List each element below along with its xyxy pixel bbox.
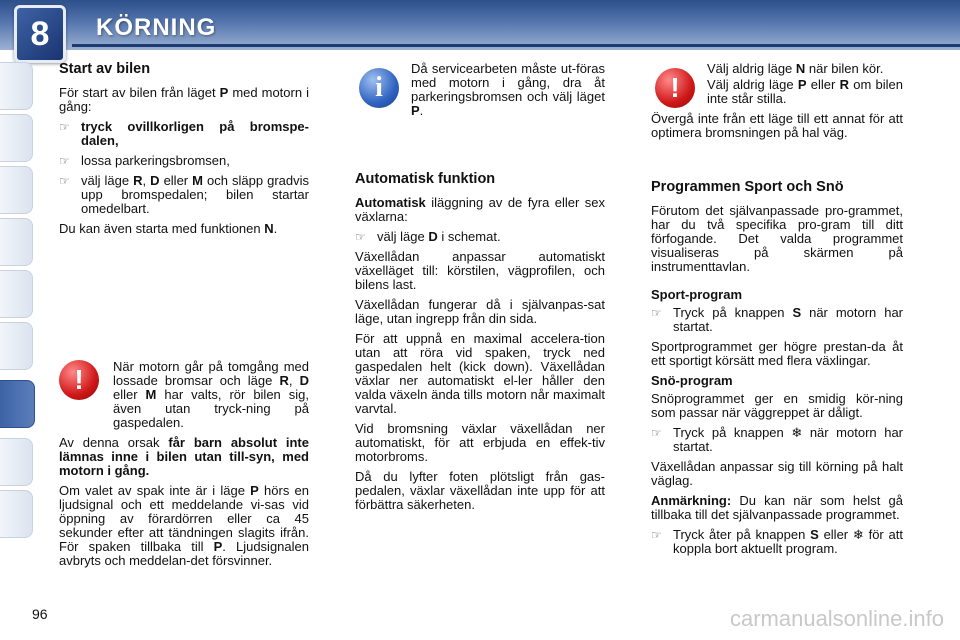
side-tab[interactable]: [0, 62, 33, 110]
pointing-hand-icon: ☞: [59, 120, 70, 134]
warning-text: Övergå inte från ett läge till ett annat för att optimera bromsningen på hal väg.: [651, 111, 903, 140]
note: Anmärkning: Du kan när som helst gå tillbaka till det självanpassade programmet.: [651, 493, 903, 522]
list-item: ☞ Tryck åter på knappen S eller ❄ för att koppla bort aktuellt program.: [651, 527, 903, 556]
section-heading-start: Start av bilen: [59, 61, 151, 77]
paragraph: Då du lyfter foten plötsligt från gas-pedalen, växlar växellådan inte upp för att förbättra säkerheten.: [355, 469, 605, 512]
sport-heading: Sport-program: [651, 287, 742, 302]
info-text: Då servicearbeten måste ut-föras med motorn i gång, dra åt parkeringsbromsen och välj läget P.: [411, 61, 605, 118]
info-icon: i: [359, 68, 399, 108]
side-tab-active[interactable]: [0, 380, 35, 428]
pointing-hand-icon: ☞: [59, 154, 70, 168]
snowflake-icon: ❄: [791, 425, 803, 440]
warning-text-3: Om valet av spak inte är i läge P hörs en ljudsignal och ett meddelande vi-sas vid öppning av förardörren eller ca 45 sekunder efter att tändningen slagits ifrån. För spaken tillbaka till P. Ljudsignalen avbryts och meddelan-det försvinner.: [59, 483, 309, 568]
side-tab[interactable]: [0, 438, 33, 486]
watermark: carmanualsonline.info: [729, 606, 944, 631]
side-tab[interactable]: [0, 114, 33, 162]
list-item: ☞ välj läge D i schemat.: [355, 229, 501, 244]
warning-text: När motorn går på tomgång med lossade bromsar och läge R, D eller M har valts, rör bilen sig, även utan tryck-ning på gaspedalen.: [113, 359, 309, 430]
column-start: [59, 62, 309, 574]
exclamation-icon: !: [59, 360, 99, 400]
warning-text-2: Av denna orsak får barn absolut inte lämnas inne i bilen utan till-syn, med motorn i gång.: [59, 435, 309, 478]
side-tab[interactable]: [0, 218, 33, 266]
chapter-title: KÖRNING: [96, 14, 217, 41]
pointing-hand-icon: ☞: [651, 306, 662, 320]
side-tab[interactable]: [0, 490, 33, 538]
paragraph: Sportprogrammet ger högre prestan-da åt ett sportigt körsätt med flera växlingar.: [651, 339, 903, 368]
pointing-hand-icon: ☞: [59, 174, 70, 188]
start-intro: För start av bilen från läget P med motorn i gång:: [59, 85, 309, 114]
programs-intro: Förutom det självanpassade pro-grammet, har du två specifika pro-gram till ditt förfogande. Det valda programmet visualiseras på skärmen på instrumenttavlan.: [651, 203, 903, 274]
exclamation-icon: !: [655, 68, 695, 108]
pointing-hand-icon: ☞: [651, 426, 662, 440]
start-also: Du kan även starta med funktionen N.: [59, 221, 278, 236]
list-item: ☞ Tryck på knappen S när motorn har startat.: [651, 305, 904, 334]
paragraph: Snöprogrammet ger en smidig kör-ning som passar när väggreppet är dåligt.: [651, 391, 903, 420]
pointing-hand-icon: ☞: [355, 230, 366, 244]
list-item: ☞ välj läge R, D eller M och släpp gradvis upp bromspedalen; bilen startar omedelbart.: [59, 173, 309, 216]
side-tab[interactable]: [0, 322, 33, 370]
section-heading-automatic: Automatisk funktion: [355, 171, 496, 187]
warning-text: Välj aldrig läge N när bilen kör.: [707, 61, 884, 76]
pointing-hand-icon: ☞: [651, 528, 662, 542]
warning-notice: [59, 360, 309, 430]
section-heading-programs: Programmen Sport och Snö: [651, 179, 844, 195]
automatic-intro: Automatisk iläggning av de fyra eller sex växlarna:: [355, 195, 605, 224]
paragraph: Växellådan anpassar automatiskt växelläget till: körstilen, vägprofilen, och bilens last.: [355, 249, 605, 292]
list-item: ☞ lossa parkeringsbromsen,: [59, 153, 230, 168]
paragraph: Vid bromsning växlar växellådan ner automatiskt, för att erbjuda en effek-tiv motorbroms.: [355, 421, 605, 464]
paragraph: Växellådan fungerar då i självanpas-sat läge, utan ingrepp från din sida.: [355, 297, 605, 326]
warning-notice: [651, 62, 903, 106]
paragraph: Växellådan anpassar sig till körning på halt väglag.: [651, 459, 903, 488]
snowflake-icon: ❄: [852, 527, 864, 542]
page-number: 96: [32, 606, 48, 622]
paragraph: För att uppnå en maximal accelera-tion utan att röra vid spaken, tryck ned gaspedalen helt (kick down). Växellådan växlar ner automatiskt el-ler håller den valda växeln ända tills motorn når maximalt varvtal.: [355, 331, 605, 416]
side-tab[interactable]: [0, 166, 33, 214]
side-tabs: [0, 62, 34, 582]
list-item: ☞ Tryck på knappen ❄ när motorn har startat.: [651, 425, 903, 454]
column-programs: [651, 62, 903, 562]
side-tab[interactable]: [0, 270, 33, 318]
chapter-badge: 8: [14, 5, 66, 63]
info-notice: [355, 62, 605, 118]
snow-heading: Snö-program: [651, 373, 733, 388]
header-rule: [72, 44, 960, 47]
column-automatic: [355, 62, 605, 518]
list-item: ☞ tryck ovillkorligen på bromspe-dalen,: [59, 119, 309, 148]
warning-text: Välj aldrig läge P eller R om bilen inte står stilla.: [707, 77, 904, 106]
